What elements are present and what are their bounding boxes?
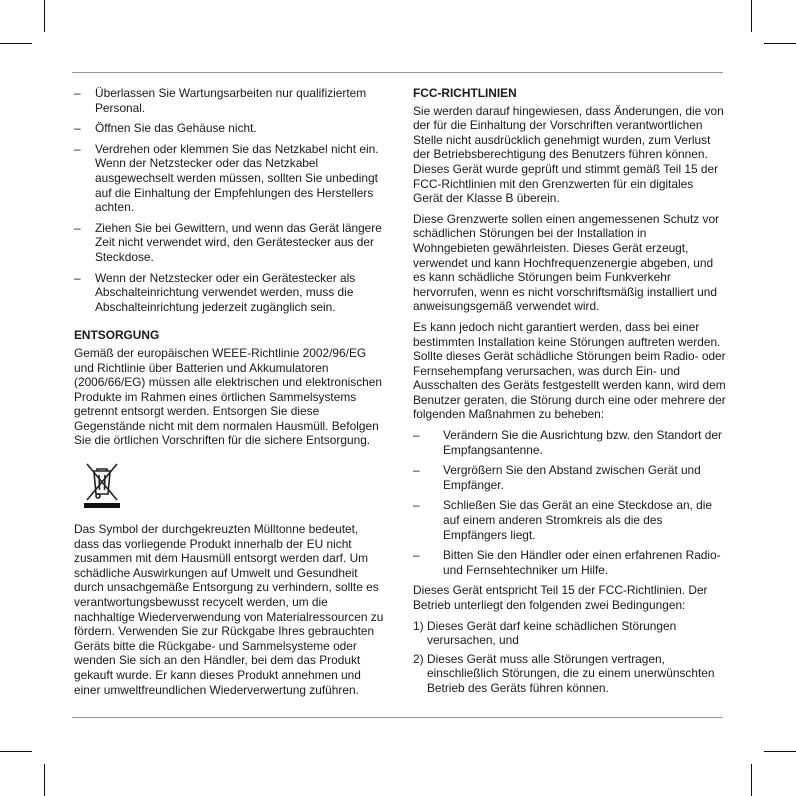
list-item: – Wenn der Netzstecker oder ein Gerätestecker als Abschalteinrichtung verwendet werden, muss die Abschalteinrichtung jederzeit zugänglich sein. [74,270,356,314]
crop-mark [0,751,32,752]
bullet-dash: – [413,463,420,478]
list-item: – Ziehen Sie bei Gewittern, und wenn das Gerät längere Zeit nicht verwendet wird, den Gerätestecker aus der Steckdose. [74,220,382,264]
bullet-dash: – [413,498,420,513]
crop-mark [764,43,796,44]
condition-number: 1) [413,618,424,633]
crossed-out-wheelie-bin-icon [84,460,120,508]
bullet-dash: – [74,141,81,156]
symbol-text: Das Symbol der durchgekreuzten Mülltonne bedeutet, dass das vorliegende Produkt innerhalb der EU nicht zusammen mit dem Hausmüll entsorgt werden darf. Um schädliche Auswirkungen auf Umwelt und Gesundheit durch unsachgemäße Entsorgung zu verhindern, sollte es verantwortungsbewusst recycelt werden, um die nachhaltige Wiederverwendung von Materialressourcen zu fördern. Verwenden Sie zur Rückgabe Ihres gebrauchten Geräts bitte die Rückgabe- und Sammelsysteme oder wenden Sie sich an den Händler, bei dem das Produkt gekauft wurde. Er kann dieses Produkt annehmen und einer umweltfreundlichen Wiederverwertung zuführen. [74,522,384,697]
crop-mark [0,43,32,44]
list-item: 1) Dieses Gerät darf keine schädlichen Störungen verursachen, und [413,618,677,648]
list-item: – Bitten Sie den Händler oder einen erfahrenen Radio- und Fernsehtechniker um Hilfe. [413,548,721,577]
fcc-heading: FCC-RICHTLINIEN [413,86,517,100]
list-item: 2) Dieses Gerät muss alle Störungen vertragen, einschließlich Störungen, die zu einem unerwünschten Betrieb des Geräts führen können. [413,651,715,695]
left-column [74,86,384,697]
fcc-paragraph: Diese Grenzwerte sollen einen angemessenen Schutz vor schädlichen Störungen bei der Installation in Wohngebieten gewährleisten. Dieses Gerät erzeugt, verwendet und kann Hochfrequenzenergie abgeben, und es kann schädliche Störungen beim Funkverkehr hervorrufen, wenn es nicht vorschriftsmäßig installiert und anweisungsgemäß verwendet wird. [413,211,720,314]
list-item: – Verdrehen oder klemmen Sie das Netzkabel nicht ein. Wenn der Netzstecker oder das Netzkabel ausgewechselt werden müssen, sollten Sie unbedingt auf die Einhaltung der Empfehlungen des Herstellers achten. [74,141,379,215]
bullet-dash: – [74,220,81,235]
crop-mark [764,751,796,752]
fcc-paragraph: Dieses Gerät entspricht Teil 15 der FCC-Richtlinien. Der Betrieb unterliegt den folgenden zwei Bedingungen: [413,583,708,612]
bottom-rule [72,717,723,718]
list-item: – Schließen Sie das Gerät an eine Steckdose an, die auf einem anderen Stromkreis als die des Empfängers liegt. [413,498,713,542]
fcc-paragraph: Es kann jedoch nicht garantiert werden, dass bei einer bestimmten Installation keine Störungen auftreten werden. Sollte dieses Gerät schädliche Störungen beim Radio- oder Fernsehempfang verursachen, was durch Ein- und Ausschalten des Geräts festgestellt werden kann, wird dem Benutzer geraten, die Störung durch eine oder mehrere der folgenden Maßnahmen zu beheben: [413,319,726,422]
disposal-heading: ENTSORGUNG [74,328,160,343]
list-item: – Überlassen Sie Wartungsarbeiten nur qualifiziertem Personal. [74,86,367,115]
right-column [413,86,726,700]
bullet-dash: – [413,428,420,443]
condition-number: 2) [413,651,424,666]
crop-mark [751,764,752,796]
crop-mark [44,0,45,32]
bullet-dash: – [74,270,81,285]
list-item: – Öffnen Sie das Gehäuse nicht. [74,121,257,136]
safety-list [74,86,384,314]
conditions-list [413,619,726,696]
bullet-dash: – [74,86,81,100]
bullet-dash: – [413,548,420,563]
list-item: – Verändern Sie die Ausrichtung bzw. den Standort der Empfangsantenne. [413,428,722,457]
crop-mark [44,764,45,796]
top-rule [72,72,723,73]
list-item: – Vergrößern Sie den Abstand zwischen Gerät und Empfänger. [413,463,701,492]
measures-list [413,428,726,577]
crop-mark [751,0,752,32]
bullet-dash: – [74,121,81,136]
disposal-text: Gemäß der europäischen WEEE-Richtlinie 2002/96/EG und Richtlinie über Batterien und Akkumulatoren (2006/66/EG) müssen alle elektrischen und elektronischen Produkte im Rahmen eines örtlichen Sammelsystems getrennt entsorgt werden. Entsorgen Sie diese Gegenstände nicht mit dem normalen Hausmüll. Befolgen Sie die örtlichen Vorschriften für die sichere Entsorgung. [74,345,383,448]
fcc-paragraph: Sie werden darauf hingewiesen, dass Änderungen, die von der für die Einhaltung der Vorschriften verantwortlichen Stelle nicht ausdrücklich genehmigt wurden, zum Verlust der Betriebsberechtigung des Benutzers führen können. Dieses Gerät wurde geprüft und stimmt gemäß Teil 15 der FCC-Richtlinien mit den Grenzwerten für ein digitales Gerät der Klasse B überein. [413,103,724,206]
